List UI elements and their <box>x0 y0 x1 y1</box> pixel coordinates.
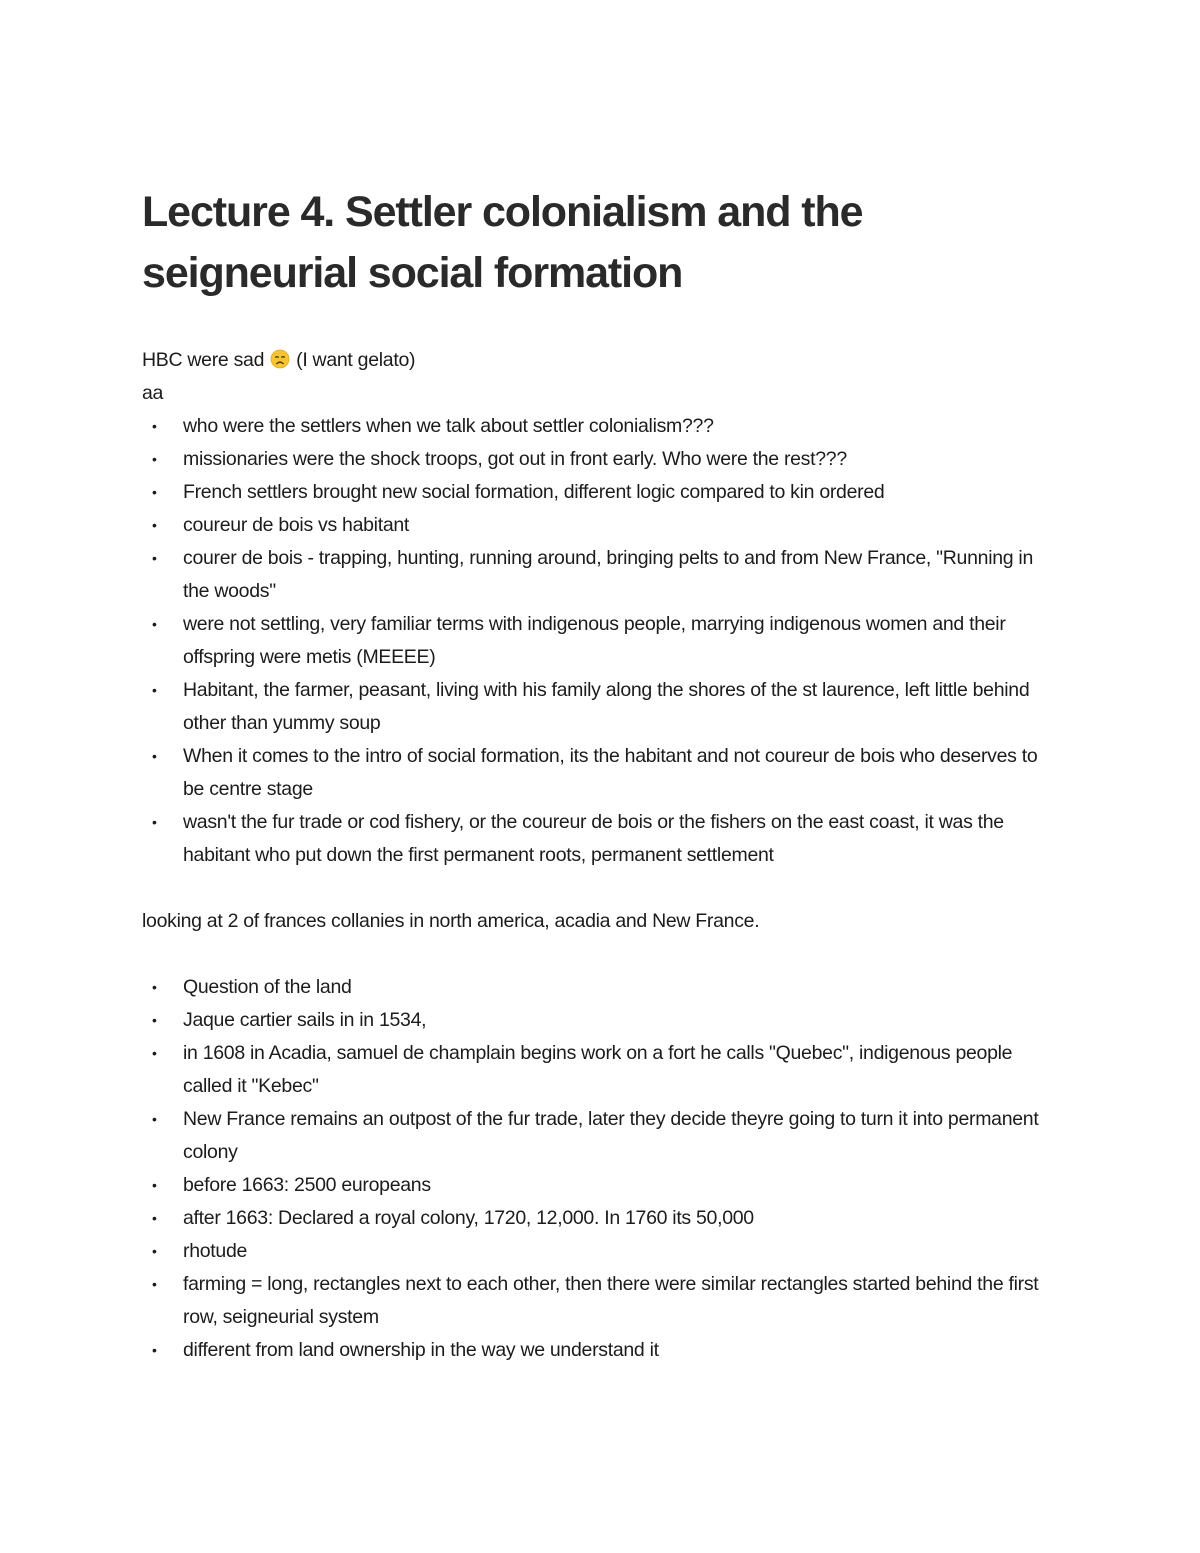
list-item <box>142 1202 1062 1235</box>
list-item <box>142 509 1062 542</box>
list-item <box>142 542 1062 608</box>
bullet-list-land <box>142 971 1062 1367</box>
bullet-icon: • <box>152 418 157 434</box>
list-item <box>142 443 1062 476</box>
list-item-text: who were the settlers when we talk about settler colonialism??? <box>183 415 714 437</box>
spacer <box>142 872 1062 905</box>
list-item-text: When it comes to the intro of social formation, its the habitant and not coureur de bois who deserves to be centre stage <box>183 745 1038 800</box>
list-item-text: coureur de bois vs habitant <box>183 514 410 536</box>
bullet-icon: • <box>152 979 157 995</box>
list-item-text: before 1663: 2500 europeans <box>183 1174 431 1196</box>
intro-text-before-emoji: HBC were sad <box>142 349 265 371</box>
list-item <box>142 1004 1062 1037</box>
bullet-icon: • <box>152 1111 157 1127</box>
list-item-text: missionaries were the shock troops, got out in front early. Who were the rest??? <box>183 448 847 470</box>
bullet-list-settlers <box>142 410 1062 872</box>
bullet-icon: • <box>152 1342 157 1358</box>
bullet-icon: • <box>152 1210 157 1226</box>
bullet-icon: • <box>152 1276 157 1292</box>
disappointed-face-emoji-icon <box>270 347 290 367</box>
list-item <box>142 806 1062 872</box>
bullet-icon: • <box>152 1045 157 1061</box>
list-item-text: Question of the land <box>183 976 352 998</box>
list-item-text: rhotude <box>183 1240 248 1262</box>
bullet-icon: • <box>152 484 157 500</box>
list-item-text: Habitant, the farmer, peasant, living with his family along the shores of the st laurence, left little behind other than yummy soup <box>183 679 1030 734</box>
document-page <box>142 182 1062 1367</box>
list-item <box>142 1037 1062 1103</box>
list-item-text: wasn't the fur trade or cod fishery, or the coureur de bois or the fishers on the east coast, it was the habitant who put down the first permanent roots, permanent settlement <box>183 811 1004 866</box>
list-item <box>142 608 1062 674</box>
list-item-text: in 1608 in Acadia, samuel de champlain begins work on a fort he calls "Quebec", indigenous people called it "Kebec" <box>183 1042 1013 1097</box>
bullet-icon: • <box>152 451 157 467</box>
bullet-icon: • <box>152 1243 157 1259</box>
bullet-icon: • <box>152 748 157 764</box>
list-item-text: Jaque cartier sails in in 1534, <box>183 1009 427 1031</box>
list-item <box>142 476 1062 509</box>
spacer <box>142 938 1062 971</box>
bullet-icon: • <box>152 616 157 632</box>
bullet-icon: • <box>152 1177 157 1193</box>
bullet-icon: • <box>152 814 157 830</box>
list-item <box>142 740 1062 806</box>
paragraph-colonies: looking at 2 of frances collanies in north america, acadia and New France. <box>142 910 760 932</box>
list-item-text: farming = long, rectangles next to each other, then there were similar rectangles started behind the first row, seigneurial system <box>183 1273 1039 1328</box>
bullet-icon: • <box>152 1012 157 1028</box>
page-title: Lecture 4. Settler colonialism and the seigneurial social formation <box>142 188 863 297</box>
list-item-text: were not settling, very familiar terms with indigenous people, marrying indigenous women and their offspring were metis (MEEEE) <box>183 613 1006 668</box>
list-item <box>142 971 1062 1004</box>
list-item-text: different from land ownership in the way we understand it <box>183 1339 659 1361</box>
list-item <box>142 1235 1062 1268</box>
list-item-text: courer de bois - trapping, hunting, running around, bringing pelts to and from New France, "Running in the woods" <box>183 547 1034 602</box>
list-item-text: French settlers brought new social formation, different logic compared to kin ordered <box>183 481 885 503</box>
bullet-icon: • <box>152 682 157 698</box>
list-item-text: after 1663: Declared a royal colony, 1720, 12,000. In 1760 its 50,000 <box>183 1207 754 1229</box>
list-item <box>142 1103 1062 1169</box>
list-item <box>142 1268 1062 1334</box>
intro-line-1 <box>142 344 1062 377</box>
list-item <box>142 410 1062 443</box>
list-item <box>142 1334 1062 1367</box>
bullet-icon: • <box>152 550 157 566</box>
intro-text-after-emoji: (I want gelato) <box>296 349 416 371</box>
list-item-text: New France remains an outpost of the fur trade, later they decide theyre going to turn it into permanent colony <box>183 1108 1039 1163</box>
bullet-icon: • <box>152 517 157 533</box>
list-item <box>142 1169 1062 1202</box>
intro-line-2: aa <box>142 382 164 404</box>
list-item <box>142 674 1062 740</box>
